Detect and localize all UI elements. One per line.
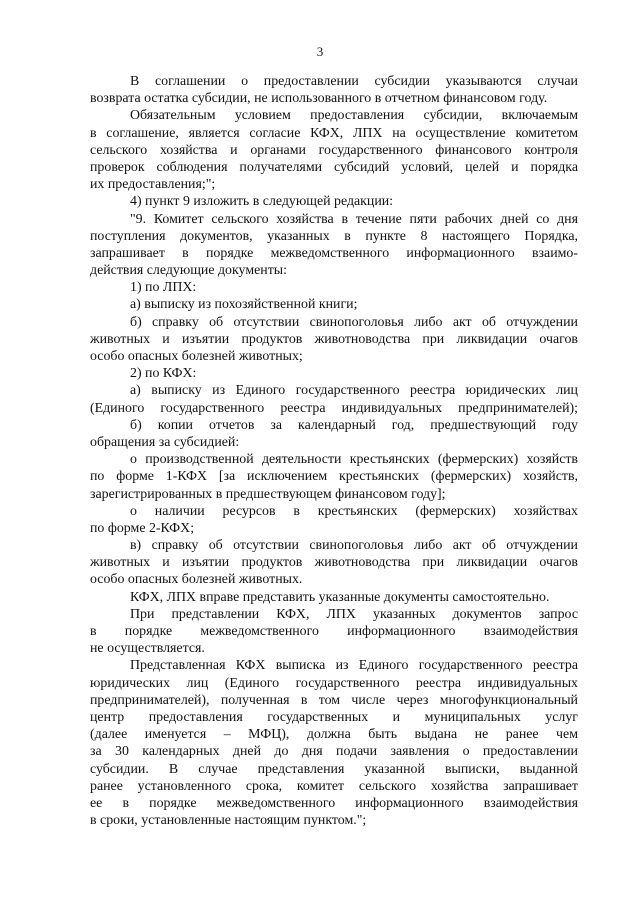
text-line: 4) пункт 9 изложить в следующей редакции: xyxy=(130,194,394,210)
text-line: о производственной деятельности крестьянских (фермерских) хозяйств xyxy=(130,452,578,468)
text-line: в сроки, установленные настоящим пунктом."; xyxy=(90,813,367,829)
text-line: особо опасных болезней животных. xyxy=(90,572,303,588)
text-line: по форме 1-КФХ [за исключением крестьянских (фермерских) хозяйств, xyxy=(90,469,578,485)
text-line: Обязательным условием предоставления субсидии, включаемым xyxy=(130,108,578,124)
text-line: не осуществляется. xyxy=(90,641,205,657)
text-line: запрашивает в порядке межведомственного информационного взаимо- xyxy=(90,245,578,261)
text-line: 2) по КФХ: xyxy=(130,366,197,382)
text-line: б) справку об отсутствии свинопоголовья либо акт об отчуждении xyxy=(130,314,578,330)
text-line: (далее именуется – МФЦ), должна быть выдана не ранее чем xyxy=(90,727,578,743)
text-line: предпринимателей), полученная в том числе через многофункциональный xyxy=(90,692,578,708)
text-line: ранее установленного срока, комитет сельского хозяйства запрашивает xyxy=(90,778,578,794)
text-line: зарегистрированных в предшествующем финансовом году]; xyxy=(90,486,446,502)
text-line: центр предоставления государственных и муниципальных услуг xyxy=(90,709,578,725)
text-line: сельского хозяйства и органами государственного финансового контроля xyxy=(90,142,578,158)
text-line: б) копии отчетов за календарный год, предшествующий году xyxy=(130,417,578,433)
text-line: в) справку об отсутствии свинопоголовья либо акт об отчуждении xyxy=(130,538,578,554)
text-line: В соглашении о предоставлении субсидии указываются случаи xyxy=(130,74,578,89)
text-line: "9. Комитет сельского хозяйства в течение пяти рабочих дней со дня xyxy=(130,211,578,227)
document-body xyxy=(90,73,578,829)
text-line: по форме 2-КФХ; xyxy=(90,520,195,536)
text-line: ее в порядке межведомственного информационного взаимодействия xyxy=(90,795,578,811)
text-line: При представлении КФХ, ЛПХ указанных документов запрос xyxy=(130,606,578,622)
text-line: КФХ, ЛПХ вправе представить указанные документы самостоятельно. xyxy=(130,589,550,605)
text-line: (Единого государственного реестра индивидуальных предпринимателей); xyxy=(90,400,578,416)
text-line: а) выписку из Единого государственного реестра юридических лиц xyxy=(130,383,578,399)
text-line: в порядке межведомственного информационного взаимодействия xyxy=(90,624,578,639)
page-number: 3 xyxy=(316,44,324,59)
text-line: а) выписку из похозяйственной книги; xyxy=(130,297,358,313)
text-line: животных и изъятии продуктов животноводства при ликвидации очагов xyxy=(90,555,578,571)
text-line: действия следующие документы: xyxy=(90,263,287,279)
text-line: 1) по ЛПХ: xyxy=(130,280,197,296)
text-line: юридических лиц (Единого государственного реестра индивидуальных xyxy=(90,675,578,691)
text-line: поступления документов, указанных в пункте 8 настоящего Порядка, xyxy=(90,228,578,244)
text-line: животных и изъятии продуктов животноводства при ликвидации очагов xyxy=(90,331,578,347)
text-line: проверок соблюдения получателями субсидий условий, целей и порядка xyxy=(90,159,578,175)
text-line: в соглашение, является согласие КФХ, ЛПХ на осуществление комитетом xyxy=(90,125,578,141)
text-line: их предоставления;"; xyxy=(90,177,216,193)
text-line: Представленная КФХ выписка из Единого государственного реестра xyxy=(130,658,578,674)
text-line: за 30 календарных дней до дня подачи заявления о предоставлении xyxy=(90,744,578,760)
text-line: субсидии. В случае представления указанной выписки, выданной xyxy=(90,761,578,777)
text-line: возврата остатка субсидии, не использованного в отчетном финансовом году. xyxy=(90,91,548,107)
text-line: обращения за субсидией: xyxy=(90,434,240,450)
text-line: о наличии ресурсов в крестьянских (фермерских) хозяйствах xyxy=(130,503,578,519)
text-line: особо опасных болезней животных; xyxy=(90,349,303,364)
